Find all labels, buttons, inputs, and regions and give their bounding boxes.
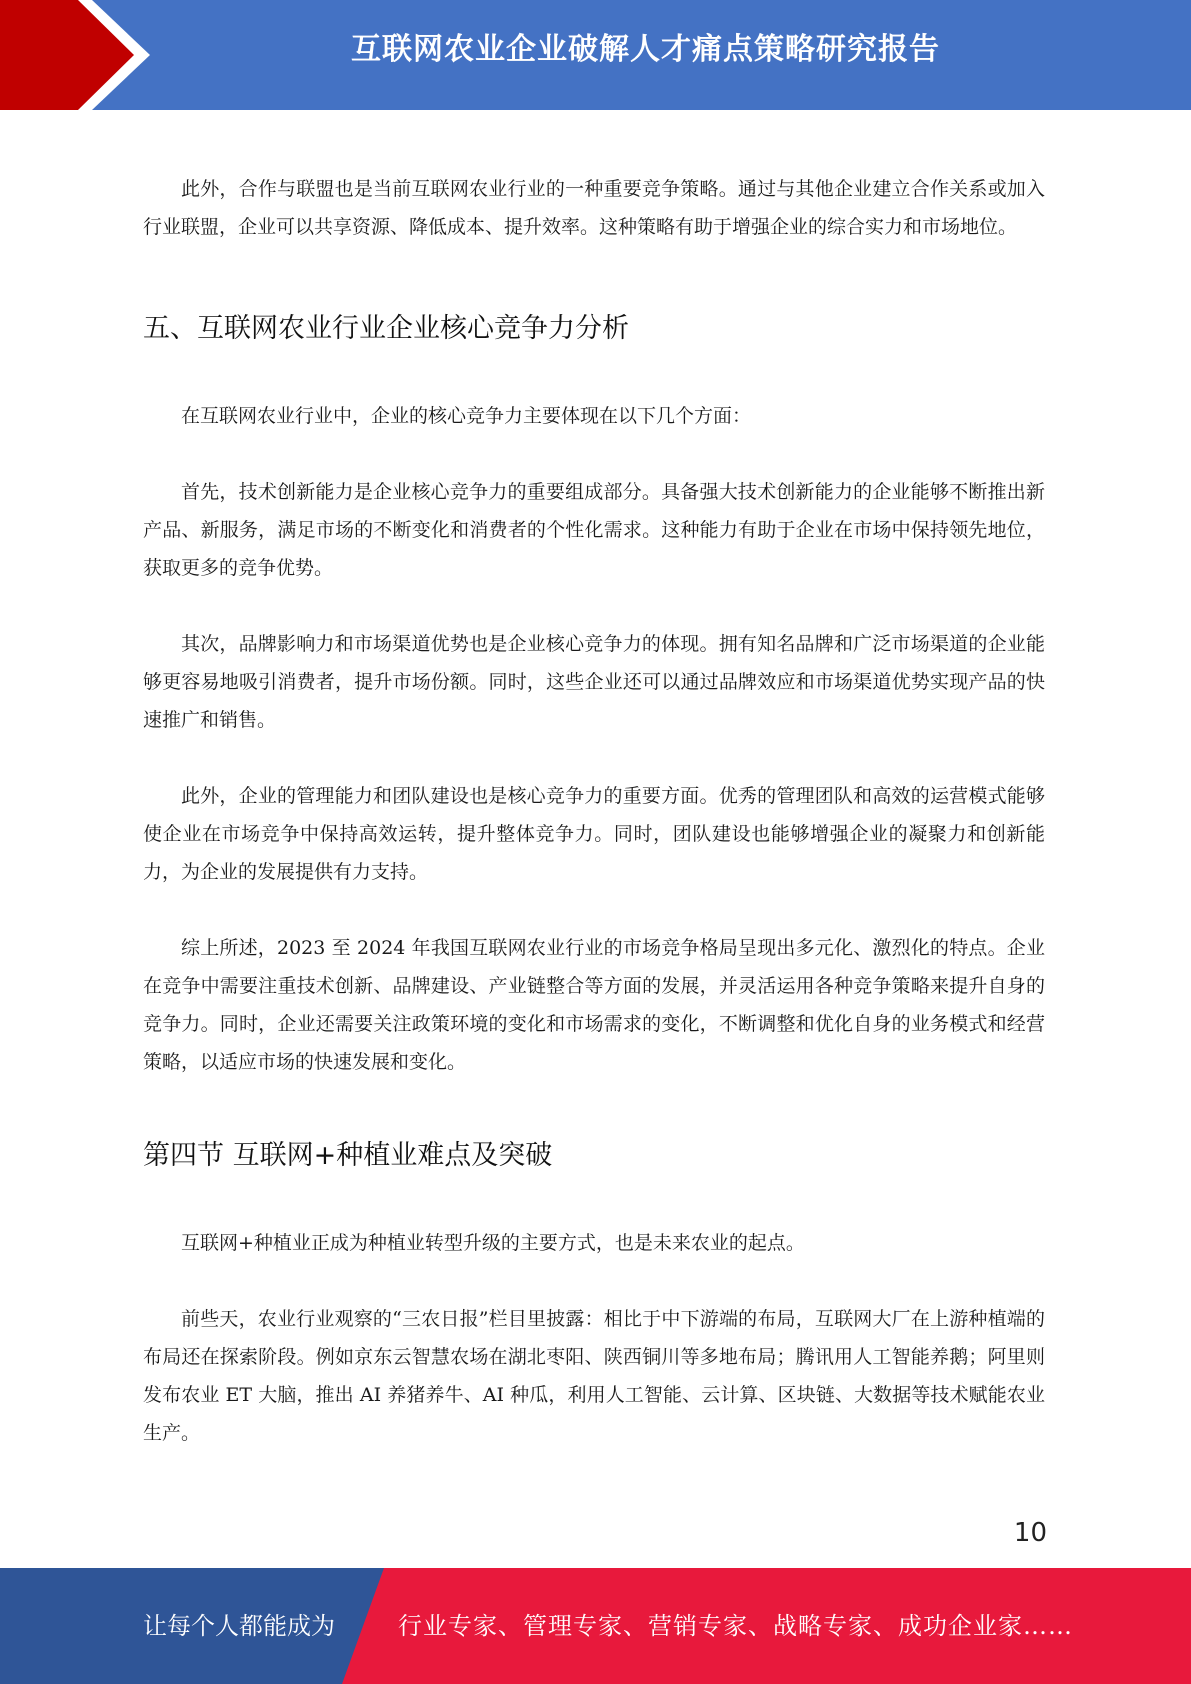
paragraph-internet-giants: 前些天，农业行业观察的“三农日报”栏目里披露：相比于中下游端的布局，互联网大厂在上游种植端的布局还在探索阶段。例如京东云智慧农场在湖北枣阳、陕西铜川等多地布局；腾讯用人工智能养鹅；阿里则发布农业 ET 大脑，推出 AI 养猪养牛、AI 种瓜，利用人工智能、云计算、区块链、大数据等技术赋能农业生产。: [143, 1308, 1045, 1444]
paragraph-cooperation: 此外，合作与联盟也是当前互联网农业行业的一种重要竞争策略。通过与其他企业建立合作关系或加入行业联盟，企业可以共享资源、降低成本、提升效率。这种策略有助于增强企业的综合实力和市场地位。: [143, 178, 1045, 238]
footer-slogan-left: 让每个人都能成为: [143, 1612, 335, 1640]
page-header: [0, 0, 1191, 110]
section-heading-core-competitiveness: 五、互联网农业行业企业核心竞争力分析: [143, 313, 629, 344]
paragraph-summary: 综上所述，2023 至 2024 年我国互联网农业行业的市场竞争格局呈现出多元化、激烈化的特点。企业在竞争中需要注重技术创新、品牌建设、产业链整合等方面的发展，并灵活运用各种竞争策略来提升自身的竞争力。同时，企业还需要关注政策环境的变化和市场需求的变化，不断调整和优化自身的业务模式和经营策略，以适应市场的快速发展和变化。: [143, 937, 1045, 1073]
paragraph-brand: 其次，品牌影响力和市场渠道优势也是企业核心竞争力的体现。拥有知名品牌和广泛市场渠道的企业能够更容易地吸引消费者，提升市场份额。同时，这些企业还可以通过品牌效应和市场渠道优势实现产品的快速推广和销售。: [143, 633, 1045, 731]
footer-slogan-right: 行业专家、管理专家、营销专家、战略专家、成功企业家……: [398, 1612, 1073, 1640]
paragraph-management: 此外，企业的管理能力和团队建设也是核心竞争力的重要方面。优秀的管理团队和高效的运营模式能够使企业在市场竞争中保持高效运转，提升整体竞争力。同时，团队建设也能够增强企业的凝聚力和创新能力，为企业的发展提供有力支持。: [143, 785, 1045, 883]
paragraph-intro: 在互联网农业行业中，企业的核心竞争力主要体现在以下几个方面：: [181, 405, 752, 427]
section-heading-planting: 第四节 互联网+种植业难点及突破: [143, 1140, 553, 1171]
page-number: 10: [1013, 1518, 1047, 1548]
page-footer: [0, 1568, 1191, 1684]
paragraph-technology: 首先，技术创新能力是企业核心竞争力的重要组成部分。具备强大技术创新能力的企业能够不断推出新产品、新服务，满足市场的不断变化和消费者的个性化需求。这种能力有助于企业在市场中保持领先地位，获取更多的竞争优势。: [143, 481, 1045, 579]
paragraph-planting-intro: 互联网+种植业正成为种植业转型升级的主要方式，也是未来农业的起点。: [181, 1232, 805, 1254]
header-title: 互联网农业企业破解人才痛点策略研究报告: [351, 32, 940, 67]
document-body: [143, 170, 1045, 1452]
